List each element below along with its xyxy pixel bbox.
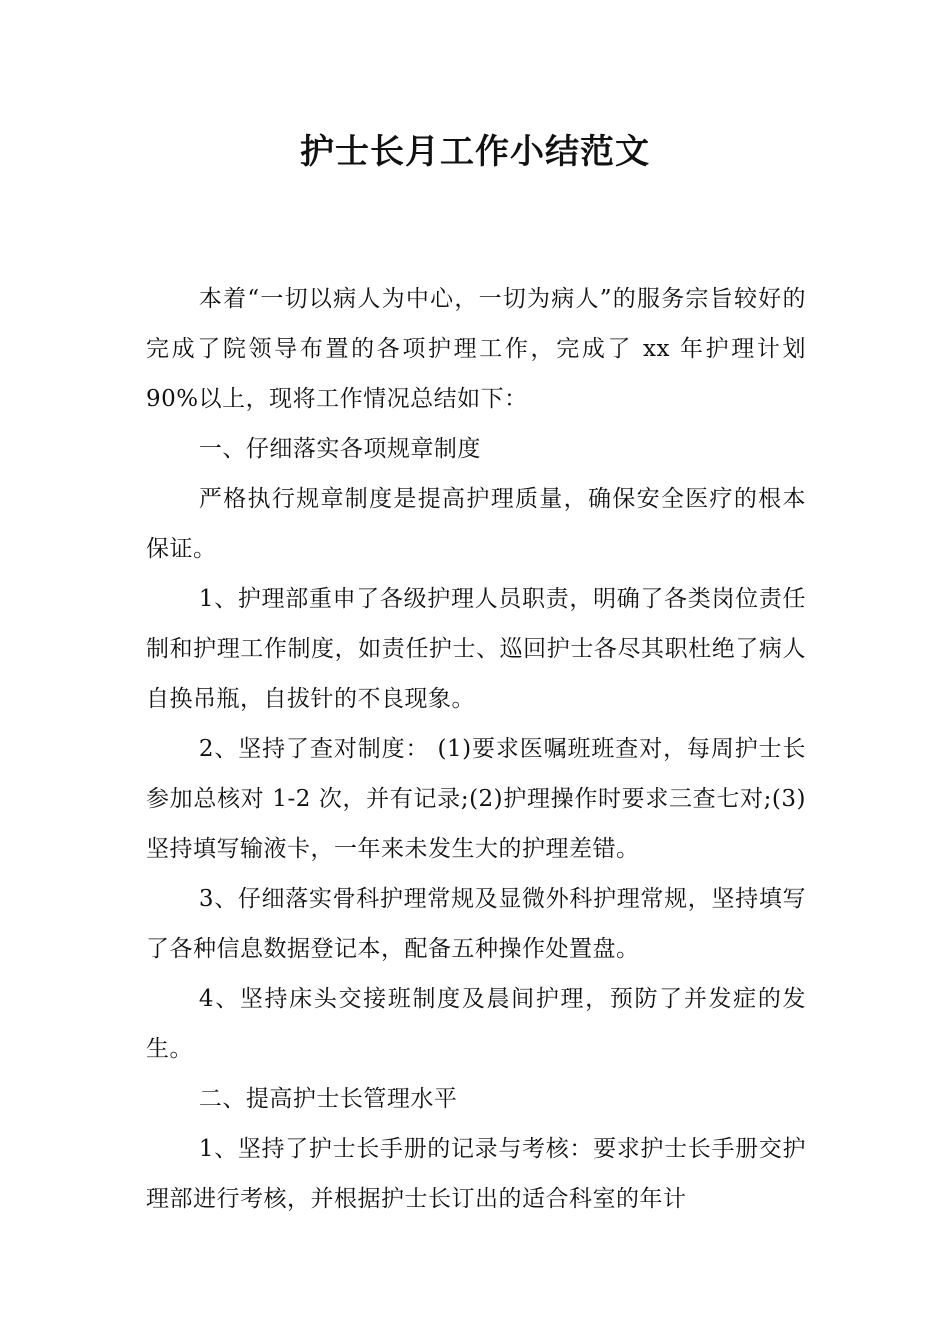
list-item: 1、坚持了护士长手册的记录与考核：要求护士长手册交护理部进行考核，并根据护士长订出的适合科室的年计 bbox=[146, 1136, 806, 1212]
document-title: 护士长月工作小结范文 bbox=[300, 132, 650, 172]
paragraph: 严格执行规章制度是提高护理质量，确保安全医疗的根本保证。 bbox=[146, 486, 806, 562]
list-item: 2、坚持了查对制度： (1)要求医嘱班班查对，每周护士长参加总核对 1-2 次，并有记录;(2)护理操作时要求三查七对;(3)坚持填写输液卡，一年来未发生大的护理差错。 bbox=[146, 736, 806, 862]
document-body bbox=[146, 274, 806, 1224]
section-heading-1: 一、仔细落实各项规章制度 bbox=[198, 436, 481, 462]
list-item: 4、坚持床头交接班制度及晨间护理，预防了并发症的发生。 bbox=[146, 986, 806, 1062]
section-heading-2: 二、提高护士长管理水平 bbox=[198, 1086, 458, 1112]
list-item: 3、仔细落实骨科护理常规及显微外科护理常规，坚持填写了各种信息数据登记本，配备五种操作处置盘。 bbox=[146, 886, 806, 962]
list-item: 1、护理部重申了各级护理人员职责，明确了各类岗位责任制和护理工作制度，如责任护士、巡回护士各尽其职杜绝了病人自换吊瓶，自拔针的不良现象。 bbox=[146, 586, 806, 712]
paragraph-intro: 本着“一切以病人为中心，一切为病人”的服务宗旨较好的完成了院领导布置的各项护理工作，完成了 xx 年护理计划 90%以上，现将工作情况总结如下： bbox=[146, 286, 806, 412]
